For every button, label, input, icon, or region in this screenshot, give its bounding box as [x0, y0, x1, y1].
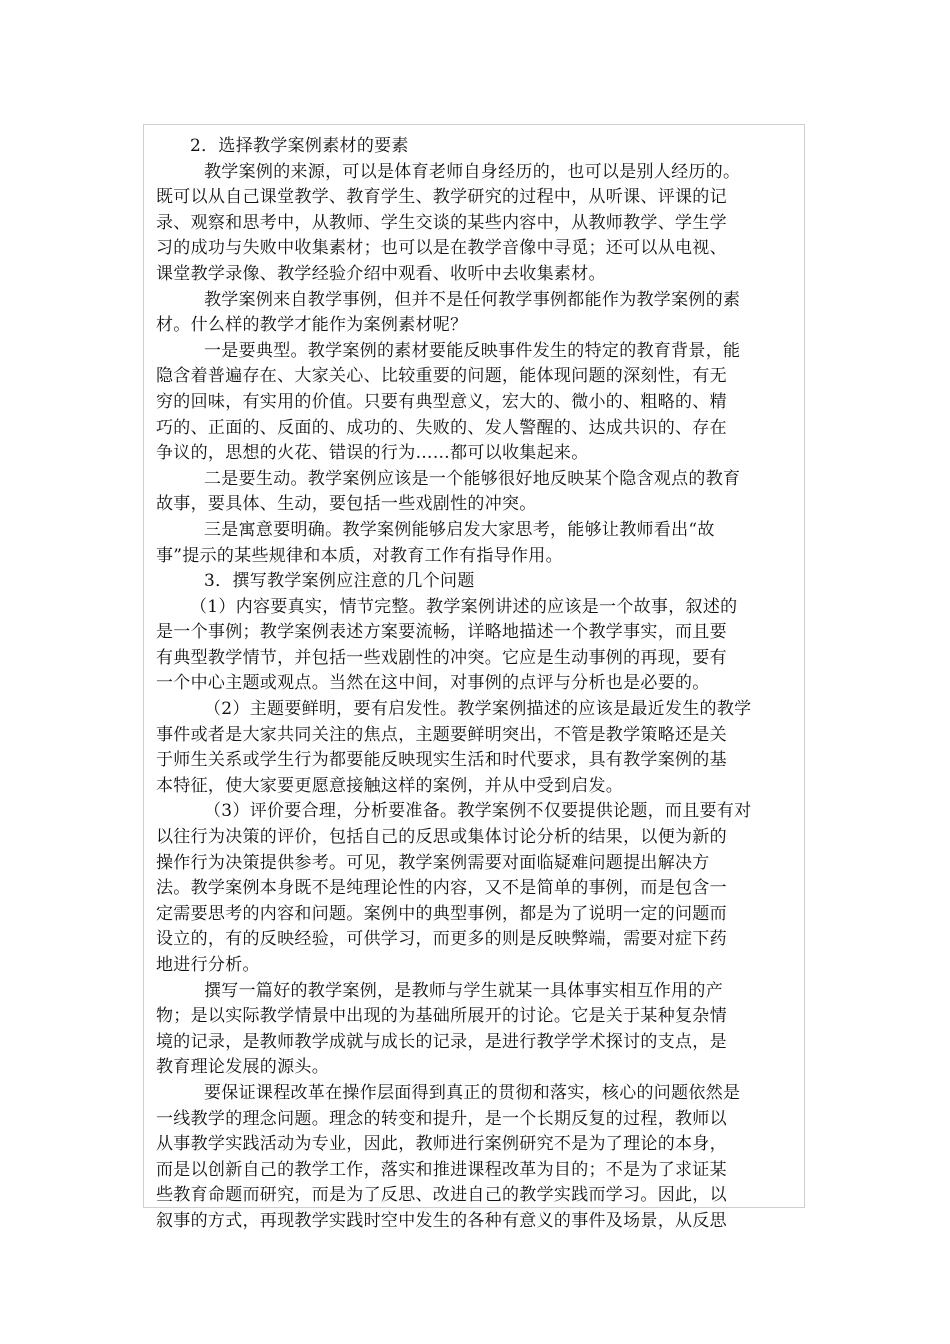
paragraph-line: 一线教学的理念问题。理念的转变和提升，是一个长期反复的过程，教师以 [156, 1108, 727, 1129]
paragraph-line: 事件或者是大家共同关注的焦点，主题要鲜明突出，不管是教学策略还是关 [156, 724, 727, 745]
paragraph [156, 697, 796, 799]
paragraph-line: 法。教学案例本身既不是纯理论性的内容，又不是简单的事例，而是包含一 [156, 878, 727, 899]
paragraph [156, 1081, 796, 1235]
paragraph-first-line: （1）内容要真实，情节完整。教学案例讲述的应该是一个故事，叙述的 [190, 596, 738, 617]
paragraph-first-line: 一是要典型。教学案例的素材要能反映事件发生的特定的教育背景，能 [204, 340, 741, 361]
paragraph-line: 既可以从自己课堂教学、教育学生、教学研究的过程中，从听课、评课的记 [156, 187, 727, 208]
paragraph-line: 录、观察和思考中，从教师、学生交谈的某些内容中，从教师教学、学生学 [156, 212, 727, 233]
paragraph [156, 134, 796, 160]
paragraph-line: 操作行为决策提供参考。可见，教学案例需要对面临疑难问题提出解决方 [156, 852, 710, 873]
paragraph [156, 339, 796, 467]
paragraph-line: 物；是以实际教学情景中出现的为基础所展开的讨论。它是关于某种复杂情 [156, 1006, 727, 1027]
paragraph-line: 争议的，思想的火花、错误的行为……都可以收集起来。 [156, 443, 589, 464]
paragraph-line: 设立的，有的反映经验，可供学习，而更多的则是反映弊端，需要对症下药 [156, 929, 727, 950]
paragraph-first-line: 二是要生动。教学案例应该是一个能够很好地反映某个隐含观点的教育 [204, 468, 741, 489]
document-body [156, 134, 796, 1235]
paragraph-line: 于师生关系或学生行为都要能反映现实生活和时代要求，具有教学案例的基 [156, 750, 727, 771]
paragraph-line: 事”提示的某些规律和本质，对教育工作有指导作用。 [156, 545, 563, 566]
paragraph [156, 518, 796, 569]
paragraph-first-line: 撰写一篇好的教学案例，是教师与学生就某一具体事实相互作用的产 [204, 980, 723, 1001]
paragraph-line: 以往行为决策的评价，包括自己的反思或集体讨论分析的结果，以便为新的 [156, 827, 727, 848]
paragraph [156, 160, 796, 288]
paragraph [156, 799, 796, 978]
paragraph-first-line: 教学案例的来源，可以是体育老师自身经历的，也可以是别人经历的。 [204, 161, 741, 182]
paragraph-line: 叙事的方式，再现教学实践时空中发生的各种有意义的事件及场景，从反思 [156, 1210, 727, 1231]
paragraph-first-line: 2．选择教学案例素材的要素 [190, 136, 409, 156]
paragraph [156, 595, 796, 697]
paragraph-first-line: （2）主题要鲜明，要有启发性。教学案例描述的应该是最近发生的教学 [204, 699, 752, 720]
paragraph-line: 有典型教学情节，并包括一些戏剧性的冲突。它应是生动事例的再现，要有 [156, 647, 727, 668]
paragraph-line: 是一个事例；教学案例表述方案要流畅，详略地描述一个教学事实，而且要 [156, 622, 727, 643]
paragraph-line: 材。什么样的教学才能作为案例素材呢？ [156, 315, 468, 336]
paragraph [156, 467, 796, 518]
paragraph [156, 288, 796, 339]
paragraph-line: 而是以创新自己的教学工作，落实和推进课程改革为目的；不是为了求证某 [156, 1159, 727, 1180]
paragraph-line: 穷的回味，有实用的价值。只要有典型意义，宏大的、微小的、粗略的、精 [156, 391, 727, 412]
paragraph-first-line: 三是寓意要明确。教学案例能够启发大家思考，能够让教师看出“故 [204, 519, 715, 540]
paragraph-line: 本特征，使大家要更愿意接触这样的案例，并从中受到启发。 [156, 775, 624, 796]
paragraph-line: 习的成功与失败中收集素材；也可以是在教学音像中寻觅；还可以从电视、 [156, 238, 727, 259]
paragraph-line: 地进行分析。 [156, 955, 260, 975]
paragraph [156, 569, 796, 595]
paragraph-line: 教育理论发展的源头。 [156, 1057, 329, 1078]
paragraph-first-line: 3．撰写教学案例应注意的几个问题 [204, 571, 475, 592]
document-page [143, 124, 805, 1231]
paragraph-first-line: 教学案例来自教学事例，但并不是任何教学事例都能作为教学案例的素 [204, 289, 741, 310]
paragraph-line: 故事，要具体、生动，要包括一些戏剧性的冲突。 [156, 494, 537, 515]
paragraph-line: 一个中心主题或观点。当然在这中间，对事例的点评与分析也是必要的。 [156, 673, 710, 694]
paragraph-line: 巧的、正面的、反面的、成功的、失败的、发人警醒的、达成共识的、存在 [156, 417, 727, 438]
paragraph [156, 979, 796, 1081]
paragraph-line: 隐含着普遍存在、大家关心、比较重要的问题，能体现问题的深刻性，有无 [156, 366, 727, 387]
paragraph-line: 课堂教学录像、教学经验介绍中观看、收听中去收集素材。 [156, 263, 606, 284]
paragraph-line: 从事教学实践活动为专业，因此，教师进行案例研究不是为了理论的本身， [156, 1134, 727, 1155]
paragraph-line: 境的记录，是教师教学成就与成长的记录，是进行教学学术探讨的支点，是 [156, 1031, 727, 1052]
paragraph-line: 些教育命题而研究，而是为了反思、改进自己的教学实践而学习。因此，以 [156, 1185, 727, 1206]
paragraph-first-line: 要保证课程改革在操作层面得到真正的贯彻和落实，核心的问题依然是 [204, 1082, 741, 1103]
paragraph-line: 定需要思考的内容和问题。案例中的典型事例，都是为了说明一定的问题而 [156, 903, 727, 924]
paragraph-first-line: （3）评价要合理，分析要准备。教学案例不仅要提供论题，而且要有对 [204, 801, 752, 822]
